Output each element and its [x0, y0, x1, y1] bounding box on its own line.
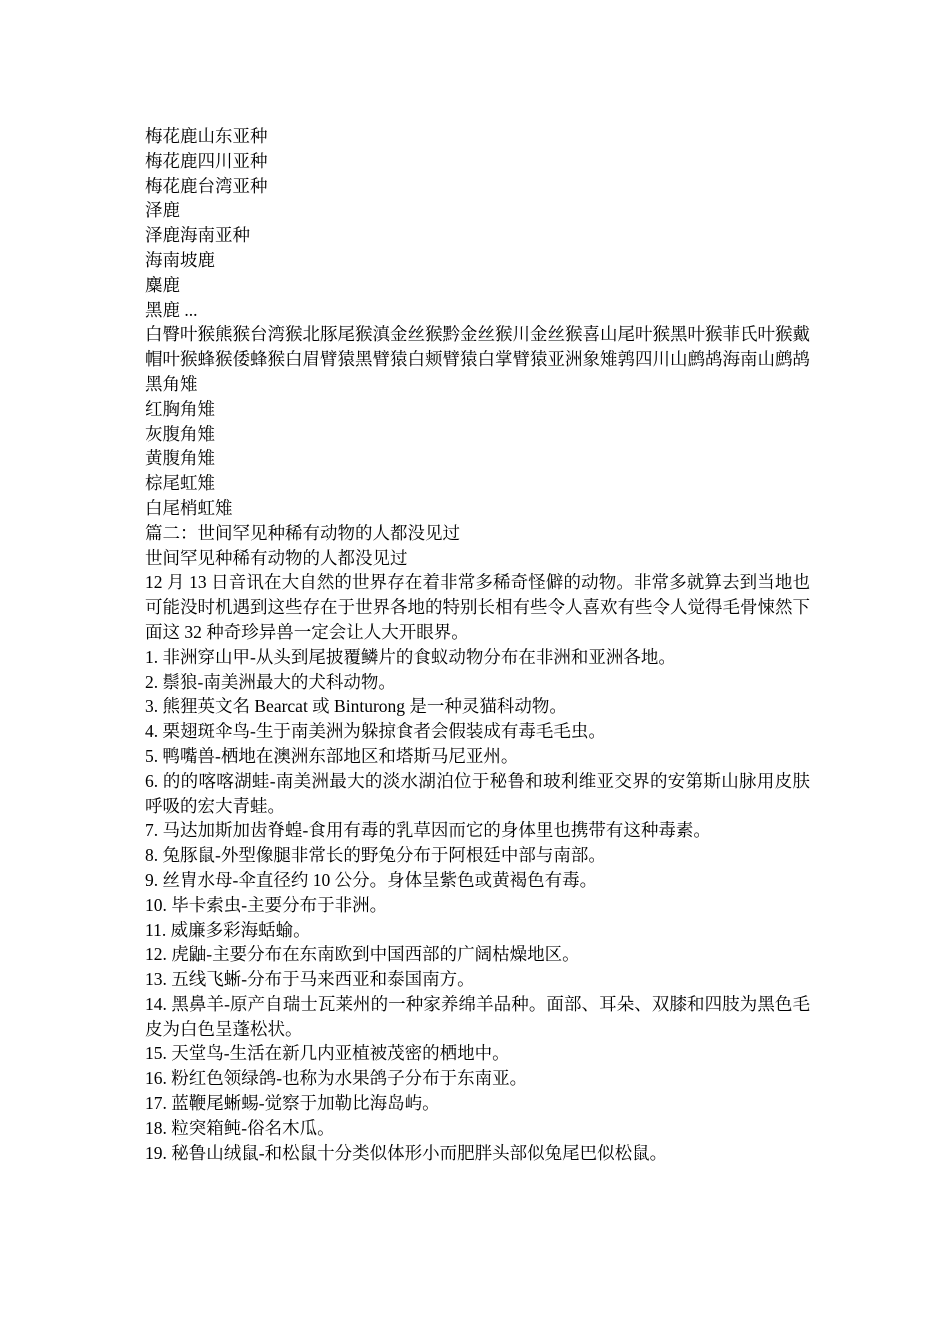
text-line: 黄腹角雉: [145, 448, 215, 469]
list-item: 18. 粒突箱鲀-俗名木瓜。: [145, 1117, 335, 1138]
text-line: 棕尾虹雉: [145, 473, 215, 494]
list-item: 13. 五线飞蜥-分布于马来西亚和泰国南方。: [145, 969, 475, 990]
list-item: 15. 天堂鸟-生活在新几内亚植被茂密的栖地中。: [145, 1043, 510, 1064]
text-line: 麋鹿: [145, 274, 180, 295]
list-item: 12. 虎鼬-主要分布在东南欧到中国西部的广阔枯燥地区。: [145, 944, 580, 965]
text-line: 海南坡鹿: [145, 249, 215, 270]
list-item: 1. 非洲穿山甲-从头到尾披覆鳞片的食蚁动物分布在非洲和亚洲各地。: [145, 646, 676, 667]
list-item: 7. 马达加斯加齿脊蝗-食用有毒的乳草因而它的身体里也携带有这种毒素。: [145, 820, 711, 841]
list-item: 2. 鬃狼-南美洲最大的犬科动物。: [145, 671, 396, 692]
list-item: 6. 的的喀喀湖蛙-南美洲最大的淡水湖泊位于秘鲁和玻利维亚交界的安第斯山脉用皮肤呼吸的宏大青蛙。: [145, 770, 810, 816]
intro-paragraph: 12 月 13 日音讯在大自然的世界存在着非常多稀奇怪僻的动物。非常多就算去到当地也可能没时机遇到这些存在于世界各地的特别长相有些令人喜欢有些令人觉得毛骨悚然下面这 32 种奇珍异兽一定会让人大开眼界。: [145, 572, 810, 642]
article-title: 世间罕见种稀有动物的人都没见过: [145, 547, 408, 568]
list-item: 8. 兔豚鼠-外型像腿非常长的野兔分布于阿根廷中部与南部。: [145, 845, 606, 866]
list-item: 19. 秘鲁山绒鼠-和松鼠十分类似体形小而肥胖头部似兔尾巴似松鼠。: [145, 1142, 668, 1163]
text-paragraph: 白臀叶猴熊猴台湾猴北豚尾猴滇金丝猴黔金丝猴川金丝猴喜山尾叶猴黑叶猴菲氏叶猴戴帽叶猴蜂猴倭蜂猴白眉臂猿黑臂猿白颊臂猿白掌臂猿亚洲象雉鹑四川山鹧鸪海南山鹧鸪: [145, 324, 810, 370]
document-page: [145, 124, 810, 1165]
text-line: 梅花鹿四川亚种: [145, 150, 268, 171]
list-item: 10. 毕卡索虫-主要分布于非洲。: [145, 894, 388, 915]
text-line: 白尾梢虹雉: [145, 497, 233, 518]
section-heading: 篇二：世间罕见种稀有动物的人都没见过: [145, 522, 460, 543]
text-line: 梅花鹿台湾亚种: [145, 175, 268, 196]
text-line: 黑鹿 ...: [145, 299, 198, 320]
list-item: 17. 蓝鞭尾蜥蜴-觉察于加勒比海岛屿。: [145, 1093, 440, 1114]
text-line: 梅花鹿山东亚种: [145, 126, 268, 146]
list-item: 14. 黑鼻羊-原产自瑞士瓦莱州的一种家养绵羊品种。面部、耳朵、双膝和四肢为黑色毛皮为白色呈蓬松状。: [145, 993, 810, 1039]
list-item: 11. 威廉多彩海蛞蝓。: [145, 919, 311, 940]
list-item: 3. 熊狸英文名 Bearcat 或 Binturong 是一种灵猫科动物。: [145, 696, 567, 717]
text-line: 泽鹿: [145, 200, 180, 221]
list-item: 5. 鸭嘴兽-栖地在澳洲东部地区和塔斯马尼亚州。: [145, 745, 519, 766]
list-item: 9. 丝胄水母-伞直径约 10 公分。身体呈紫色或黄褐色有毒。: [145, 869, 598, 890]
list-item: 4. 栗翅斑伞鸟-生于南美洲为躲掠食者会假装成有毒毛毛虫。: [145, 721, 606, 742]
text-line: 灰腹角雉: [145, 423, 215, 444]
list-item: 16. 粉红色领绿鸽-也称为水果鸽子分布于东南亚。: [145, 1068, 528, 1089]
text-line: 泽鹿海南亚种: [145, 225, 250, 246]
text-line: 黑角雉: [145, 373, 198, 394]
text-line: 红胸角雉: [145, 398, 215, 419]
